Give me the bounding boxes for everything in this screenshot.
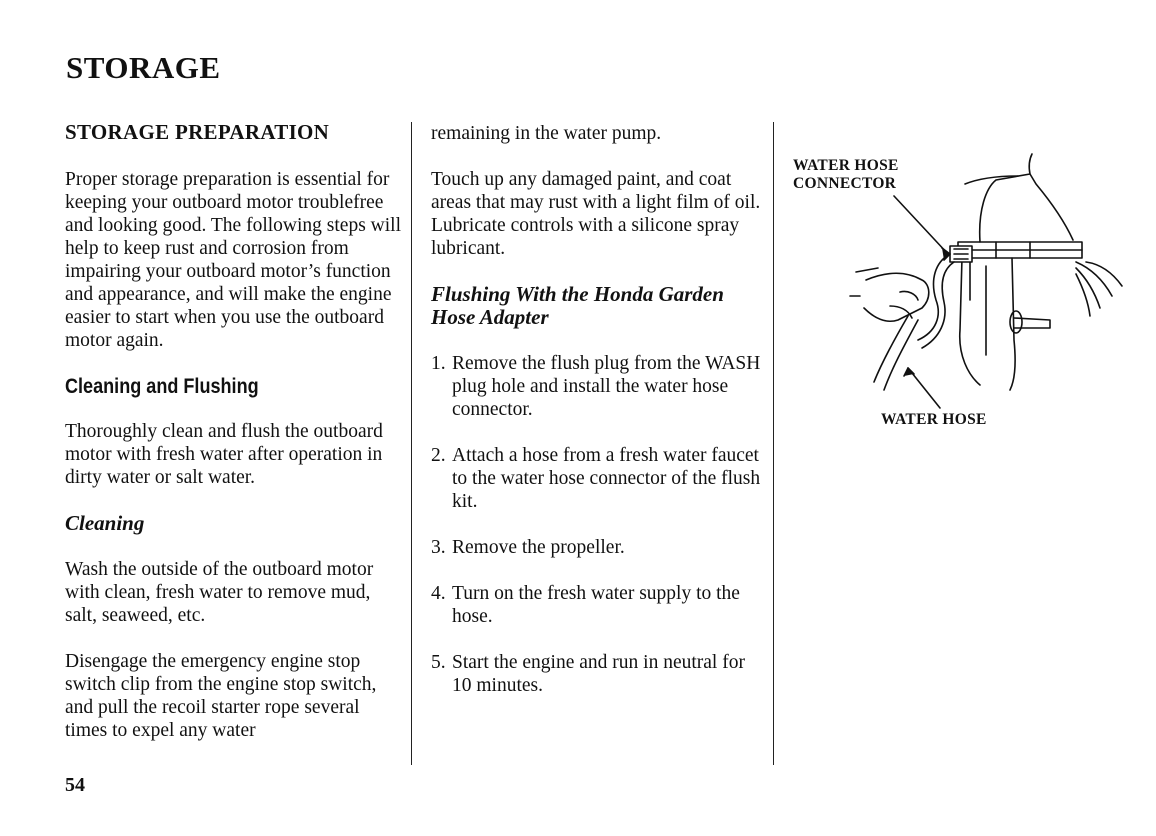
cleaning-paragraph-1: Wash the outside of the outboard motor with clean, fresh water to remove mud, salt, seaweed, etc. <box>65 559 374 626</box>
step-number: 4. <box>431 583 446 604</box>
step-number: 1. <box>431 353 446 374</box>
list-item <box>431 536 766 559</box>
list-item <box>431 352 766 421</box>
label-water-hose-connector: WATER HOSE CONNECTOR <box>793 157 899 192</box>
section-heading-storage-preparation: STORAGE PREPARATION <box>65 120 330 144</box>
label-water-hose: WATER HOSE <box>881 411 987 428</box>
outboard-motor-illustration <box>790 150 1130 440</box>
list-item <box>431 651 766 697</box>
middle-column <box>431 120 766 720</box>
heading-cleaning: Cleaning <box>65 511 145 535</box>
flushing-steps-list <box>431 352 766 697</box>
heading-flushing-garden-hose-adapter: Flushing With the Honda Garden Hose Adapter <box>431 282 724 329</box>
heading-cleaning-and-flushing: Cleaning and Flushing <box>65 375 259 398</box>
page-title: STORAGE <box>66 50 221 85</box>
step-text: Attach a hose from a fresh water faucet to the water hose connector of the flush kit. <box>452 445 761 512</box>
column-divider-right <box>773 122 774 765</box>
step-number: 2. <box>431 445 446 466</box>
step-text: Start the engine and run in neutral for 10 minutes. <box>452 652 745 696</box>
step-number: 5. <box>431 652 446 673</box>
flushing-illustration <box>790 150 1130 440</box>
cleaning-paragraph-2: Disengage the emergency engine stop switch clip from the engine stop switch, and pull the recoil starter rope several times to expel any water <box>65 651 377 741</box>
page-number: 54 <box>65 774 85 796</box>
left-column <box>65 120 405 765</box>
cleaning-flushing-paragraph: Thoroughly clean and flush the outboard motor with fresh water after operation in dirty water or salt water. <box>65 421 383 488</box>
touch-up-paragraph: Touch up any damaged paint, and coat areas that may rust with a light film of oil. Lubricate controls with a silicone spray lubricant. <box>431 169 761 259</box>
continuation-paragraph: remaining in the water pump. <box>431 123 662 144</box>
list-item <box>431 582 766 628</box>
column-divider-left <box>411 122 412 765</box>
step-number: 3. <box>431 537 446 558</box>
step-text: Remove the flush plug from the WASH plug hole and install the water hose connector. <box>452 353 761 420</box>
step-text: Turn on the fresh water supply to the hose. <box>452 583 740 627</box>
list-item <box>431 444 766 513</box>
step-text: Remove the propeller. <box>452 537 625 558</box>
intro-paragraph: Proper storage preparation is essential for keeping your outboard motor troublefree and looking good. The following steps will help to keep rust and corrosion from impairing your outboard motor’s function and appearance, and will make the engine easier to start when you use the outboard motor again. <box>65 169 401 351</box>
